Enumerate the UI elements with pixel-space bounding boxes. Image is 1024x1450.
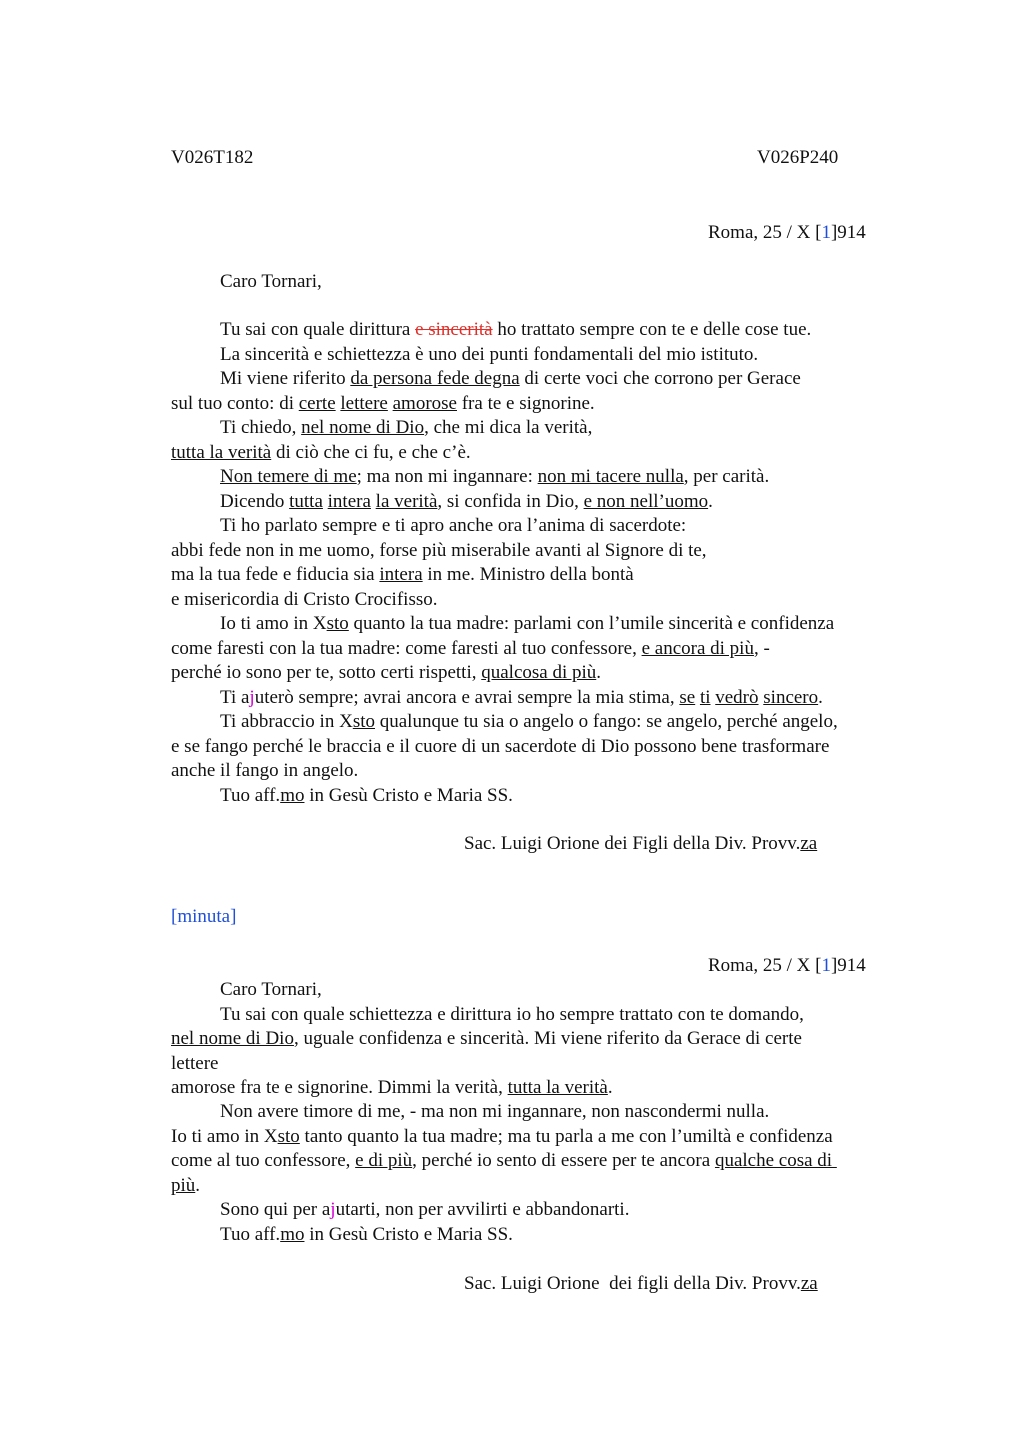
document-code-right: V026P240 [757,147,839,168]
letter1-line: Io ti amo in Xsto quanto la tua madre: parlami con l’umile sincerità e confidenza [220,613,835,634]
letter1-line: Ti abbraccio in Xsto qualunque tu sia o angelo o fango: se angelo, perché angelo, [220,711,838,732]
minuta-label: [minuta] [171,906,237,927]
letter1-line: Ti ajuterò sempre; avrai ancora e avrai sempre la mia stima, se ti vedrò sincero. [220,687,823,708]
letter2-line: Non avere timore di me, - ma non mi ingannare, non nascondermi nulla. [220,1101,770,1122]
letter2-line: Io ti amo in Xsto tanto quanto la tua madre; ma tu parla a me con l’umiltà e confidenza [171,1126,833,1147]
letter2-line: più. [171,1175,201,1196]
letter2-line: nel nome di Dio, uguale confidenza e sincerità. Mi viene riferito da Gerace di certe [171,1028,802,1049]
letter1-line: La sincerità e schiettezza è uno dei punti fondamentali del mio istituto. [220,344,759,365]
document-code-left: V026T182 [171,147,254,168]
letter1-signature: Sac. Luigi Orione dei Figli della Div. Provv.za [464,833,818,854]
letter1-line: Dicendo tutta intera la verità, si confida in Dio, e non nell’uomo. [220,491,713,512]
letter2-signature: Sac. Luigi Orione dei figli della Div. Provv.za [464,1273,818,1294]
letter1-line: anche il fango in angelo. [171,760,359,781]
letter2-closing: Tuo aff.mo in Gesù Cristo e Maria SS. [220,1224,513,1245]
letter1-line: Tu sai con quale dirittura e sincerità ho trattato sempre con te e delle cose tue. [220,319,812,340]
letter2-line: Tu sai con quale schiettezza e dirittura io ho sempre trattato con te domando, [220,1004,804,1025]
letter1-salutation: Caro Tornari, [220,271,322,292]
letter1-closing: Tuo aff.mo in Gesù Cristo e Maria SS. [220,785,513,806]
deleted-text: e sincerità [415,319,493,340]
editorial-letter: j [330,1199,336,1220]
letter1-line: e misericordia di Cristo Crocifisso. [171,589,438,610]
letter1-line: e se fango perché le braccia e il cuore di un sacerdote di Dio possono bene trasformare [171,736,830,757]
letter1-line: perché io sono per te, sotto certi rispetti, qualcosa di più. [171,662,602,683]
letter1-line: sul tuo conto: di certe lettere amorose fra te e signorine. [171,393,595,414]
letter2-date: Roma, 25 / X [1]914 [708,955,866,976]
letter1-line: Ti chiedo, nel nome di Dio, che mi dica la verità, [220,417,593,438]
letter1-line: ma la tua fede e fiducia sia intera in me. Ministro della bontà [171,564,634,585]
letter2-line: amorose fra te e signorine. Dimmi la verità, tutta la verità. [171,1077,613,1098]
letter2-line: lettere [171,1053,219,1074]
letter1-line: Mi viene riferito da persona fede degna di certe voci che corrono per Gerace [220,368,801,389]
letter1-line: tutta la verità di ciò che ci fu, e che c’è. [171,442,471,463]
letter1-line: Non temere di me; ma non mi ingannare: non mi tacere nulla, per carità. [220,466,770,487]
letter2-line: Sono qui per ajutarti, non per avvilirti e abbandonarti. [220,1199,630,1220]
letter1-date: Roma, 25 / X [1]914 [708,222,866,243]
letter1-line: abbi fede non in me uomo, forse più miserabile avanti al Signore di te, [171,540,707,561]
letter2-line: come al tuo confessore, e di più, perché io sento di essere per te ancora qualche cosa di [171,1150,837,1171]
letter1-line: Ti ho parlato sempre e ti apro anche ora l’anima di sacerdote: [220,515,687,536]
letter2-salutation: Caro Tornari, [220,979,322,1000]
editorial-letter: j [249,687,255,708]
letter1-line: come faresti con la tua madre: come faresti al tuo confessore, e ancora di più, - [171,638,770,659]
